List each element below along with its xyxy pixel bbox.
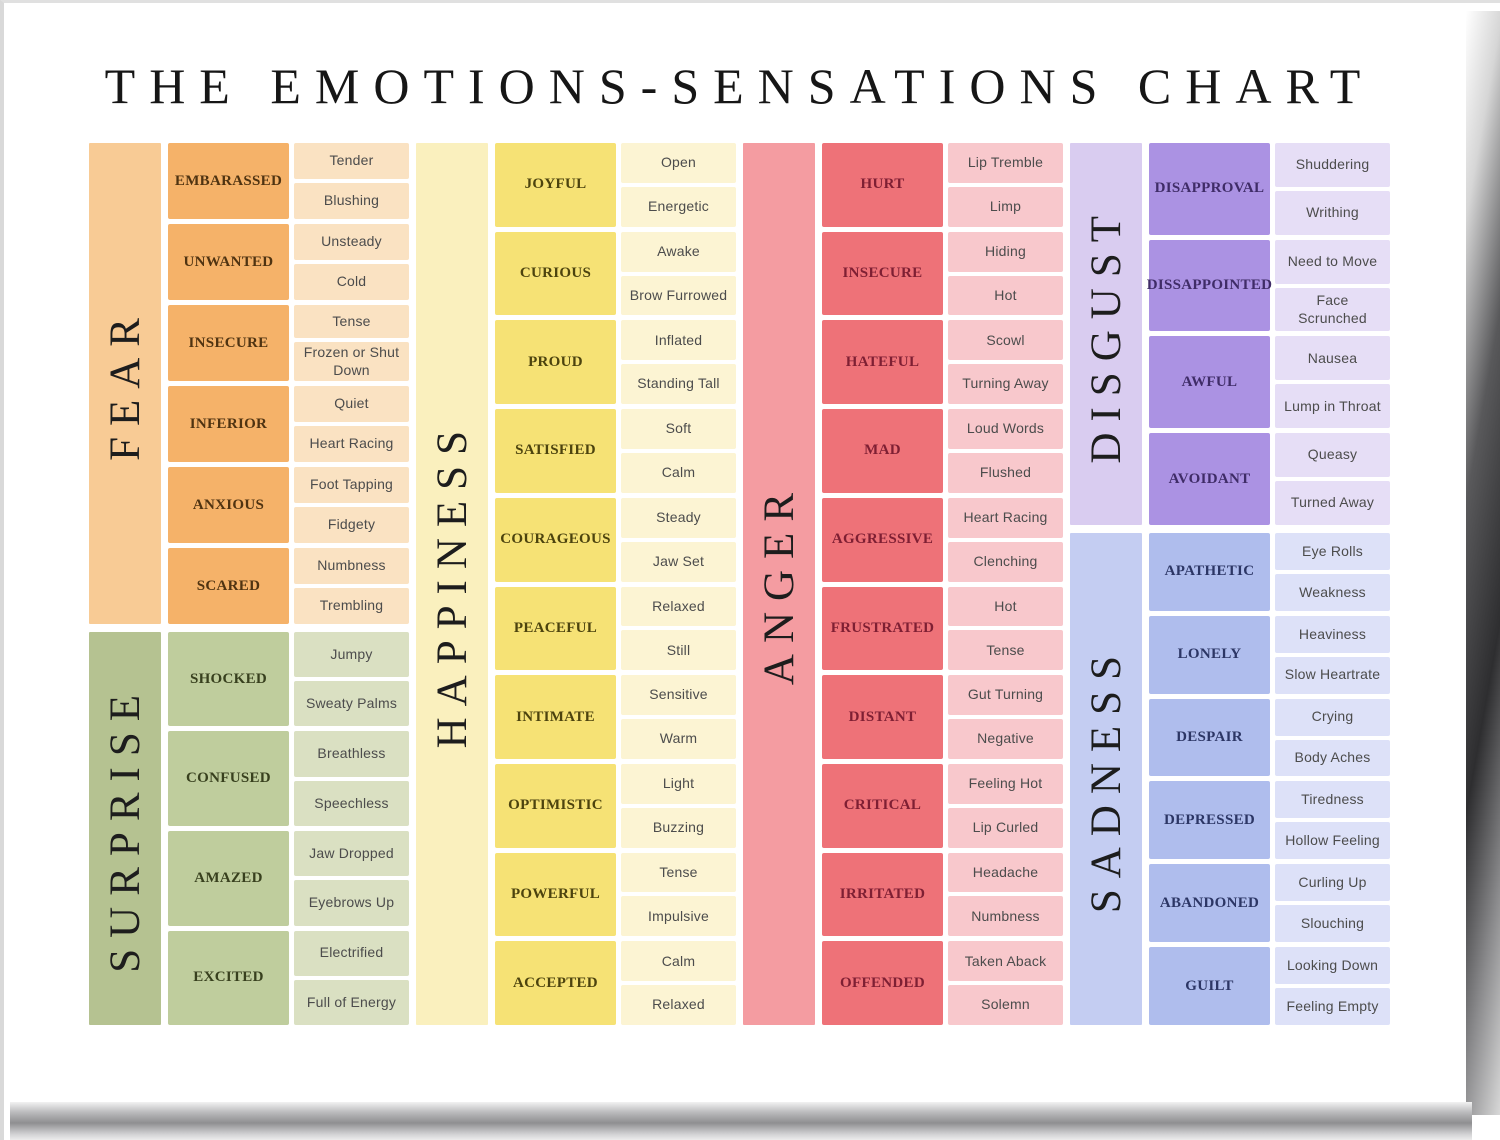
sensation-cell: Lump in Throat — [1275, 384, 1390, 428]
sensation-cell: Calm — [621, 453, 736, 493]
emotion-row — [495, 675, 736, 759]
vertical-label-anger: ANGER — [755, 482, 803, 686]
sensation-cell: Eye Rolls — [1275, 533, 1390, 570]
emotion-row — [1149, 864, 1390, 942]
sensation-cell: Cold — [294, 264, 409, 300]
sensation-stack — [1275, 947, 1390, 1025]
sensation-cell: Speechless — [294, 781, 409, 826]
emotion-cell: INFERIOR — [168, 386, 289, 462]
emotion-row — [495, 143, 736, 227]
sensation-stack — [294, 305, 409, 381]
sensation-cell: Shuddering — [1275, 143, 1390, 187]
emotion-cell: HURT — [822, 143, 943, 227]
sensation-stack — [621, 587, 736, 671]
emotion-cell: FRUSTRATED — [822, 587, 943, 671]
sensation-cell: Brow Furrowed — [621, 276, 736, 316]
emotion-row — [168, 305, 409, 381]
sensation-cell: Gut Turning — [948, 675, 1063, 715]
emotion-cell: AWFUL — [1149, 336, 1270, 428]
sensation-stack — [1275, 864, 1390, 942]
section-body-disgust — [1146, 143, 1390, 525]
column-fear-surprise — [89, 143, 409, 1025]
emotion-cell: INSECURE — [822, 232, 943, 316]
sensation-stack — [1275, 616, 1390, 694]
emotion-cell: UNWANTED — [168, 224, 289, 300]
sensation-cell: Writhing — [1275, 191, 1390, 235]
sensation-stack — [1275, 433, 1390, 525]
emotion-cell: GUILT — [1149, 947, 1270, 1025]
sensation-cell: Clenching — [948, 542, 1063, 582]
vertical-label-happiness: HAPPINESS — [428, 419, 476, 749]
emotion-cell: OPTIMISTIC — [495, 764, 616, 848]
sensation-cell: Solemn — [948, 985, 1063, 1025]
emotion-cell: POWERFUL — [495, 853, 616, 937]
emotion-cell: OFFENDED — [822, 941, 943, 1025]
sensation-cell: Slouching — [1275, 905, 1390, 942]
emotion-row — [822, 409, 1063, 493]
emotion-row — [495, 498, 736, 582]
emotion-cell: DISAPPROVAL — [1149, 143, 1270, 235]
sensation-cell: Calm — [621, 941, 736, 981]
emotion-row — [495, 941, 736, 1025]
emotion-cell: APATHETIC — [1149, 533, 1270, 611]
emotion-row — [168, 931, 409, 1026]
column-anger — [743, 143, 1063, 1025]
emotion-cell: HATEFUL — [822, 320, 943, 404]
sensation-cell: Nausea — [1275, 336, 1390, 380]
sensation-cell: Numbness — [294, 548, 409, 584]
sensation-cell: Need to Move — [1275, 240, 1390, 284]
section-body-happiness — [495, 143, 736, 1025]
sensation-stack — [948, 320, 1063, 404]
emotion-row — [1149, 947, 1390, 1025]
poster-title: THE EMOTIONS-SENSATIONS CHART — [104, 58, 1375, 114]
section-body-anger — [822, 143, 1063, 1025]
emotion-row — [495, 409, 736, 493]
sensation-stack — [1275, 240, 1390, 332]
sensation-cell: Relaxed — [621, 587, 736, 627]
sensation-cell: Numbness — [948, 896, 1063, 936]
sensation-cell: Steady — [621, 498, 736, 538]
sensation-cell: Tiredness — [1275, 781, 1390, 818]
section-body-fear — [168, 143, 409, 624]
sensation-cell: Negative — [948, 719, 1063, 759]
sensation-cell: Tense — [294, 305, 409, 338]
emotion-row — [822, 587, 1063, 671]
sensation-cell: Crying — [1275, 699, 1390, 736]
vertical-label-surprise: SURPRISE — [101, 684, 149, 973]
sensation-stack — [621, 853, 736, 937]
sensation-cell: Body Aches — [1275, 740, 1390, 777]
label-bar-anger — [743, 143, 815, 1025]
emotion-cell: SCARED — [168, 548, 289, 624]
sensation-cell: Warm — [621, 719, 736, 759]
sensation-cell: Hot — [948, 276, 1063, 316]
emotion-row — [822, 232, 1063, 316]
sensation-cell: Hot — [948, 587, 1063, 627]
label-bar-sadness — [1070, 533, 1142, 1025]
sensation-cell: Open — [621, 143, 736, 183]
sensation-cell: Unsteady — [294, 224, 409, 260]
sensation-cell: Feeling Empty — [1275, 988, 1390, 1025]
sensation-cell: Sensitive — [621, 675, 736, 715]
emotion-row — [1146, 240, 1390, 332]
sensation-cell: Jaw Dropped — [294, 831, 409, 876]
sensation-cell: Electrified — [294, 931, 409, 976]
emotion-cell: AGGRESSIVE — [822, 498, 943, 582]
emotion-cell: AVOIDANT — [1149, 433, 1270, 525]
emotion-row — [168, 831, 409, 926]
emotion-cell: INSECURE — [168, 305, 289, 381]
sensation-cell: Lip Tremble — [948, 143, 1063, 183]
label-bar-surprise — [89, 632, 161, 1025]
emotion-row — [495, 587, 736, 671]
sensation-cell: Headache — [948, 853, 1063, 893]
emotion-row — [1149, 533, 1390, 611]
sensation-stack — [294, 386, 409, 462]
emotion-cell: ABANDONED — [1149, 864, 1270, 942]
sensation-cell: Trembling — [294, 588, 409, 624]
sensation-stack — [948, 498, 1063, 582]
sensation-cell: Hollow Feeling — [1275, 822, 1390, 859]
section-surprise — [89, 632, 409, 1025]
emotion-row — [1149, 699, 1390, 777]
emotion-row — [1149, 433, 1390, 525]
emotion-row — [1149, 781, 1390, 859]
emotion-row — [1149, 143, 1390, 235]
label-bar-disgust — [1070, 143, 1142, 525]
sensation-cell: Buzzing — [621, 808, 736, 848]
sensation-stack — [621, 941, 736, 1025]
sensation-cell: Weakness — [1275, 574, 1390, 611]
emotion-cell: IRRITATED — [822, 853, 943, 937]
section-sadness — [1070, 533, 1390, 1025]
sensation-stack — [948, 764, 1063, 848]
emotion-cell: AMAZED — [168, 831, 289, 926]
sensation-cell: Tense — [621, 853, 736, 893]
emotion-cell: MAD — [822, 409, 943, 493]
sensation-stack — [621, 764, 736, 848]
emotion-row — [822, 143, 1063, 227]
emotion-cell: CURIOUS — [495, 232, 616, 316]
emotion-row — [168, 467, 409, 543]
emotion-cell: ACCEPTED — [495, 941, 616, 1025]
section-body-surprise — [168, 632, 409, 1025]
emotion-cell: COURAGEOUS — [495, 498, 616, 582]
section-body-sadness — [1149, 533, 1390, 1025]
sensation-cell: Full of Energy — [294, 980, 409, 1025]
sensation-cell: Energetic — [621, 187, 736, 227]
sensation-cell: Blushing — [294, 183, 409, 219]
emotion-cell: DISSAPPOINTED — [1149, 240, 1270, 332]
sensation-stack — [621, 320, 736, 404]
sensation-cell: Soft — [621, 409, 736, 449]
emotion-row — [822, 941, 1063, 1025]
sensation-stack — [294, 931, 409, 1026]
sensation-cell: Foot Tapping — [294, 467, 409, 503]
sensation-stack — [948, 409, 1063, 493]
sensation-stack — [948, 587, 1063, 671]
sensation-cell: Jumpy — [294, 632, 409, 677]
sensation-stack — [948, 853, 1063, 937]
emotion-row — [495, 320, 736, 404]
emotion-cell: INTIMATE — [495, 675, 616, 759]
sensation-cell: Fidgety — [294, 507, 409, 543]
sensation-stack — [294, 143, 409, 219]
sensation-cell: Impulsive — [621, 896, 736, 936]
sensation-cell: Frozen or Shut Down — [294, 342, 409, 381]
emotion-row — [168, 386, 409, 462]
sensation-stack — [948, 143, 1063, 227]
sensation-cell: Taken Aback — [948, 941, 1063, 981]
section-fear — [89, 143, 409, 624]
column-disgust-sadness — [1070, 143, 1390, 1025]
frame-edge-right — [1466, 11, 1500, 1115]
vertical-label-disgust: DISGUST — [1082, 204, 1130, 464]
sensation-stack — [294, 731, 409, 826]
emotion-cell: EMBARASSED — [168, 143, 289, 219]
emotion-cell: DISTANT — [822, 675, 943, 759]
emotion-row — [168, 548, 409, 624]
sensation-cell: Tense — [948, 630, 1063, 670]
sensation-cell: Scowl — [948, 320, 1063, 360]
emotion-row — [168, 731, 409, 826]
emotion-cell: PEACEFUL — [495, 587, 616, 671]
sensation-cell: Tender — [294, 143, 409, 179]
sensation-stack — [948, 232, 1063, 316]
emotion-row — [495, 232, 736, 316]
emotion-cell: SHOCKED — [168, 632, 289, 727]
sensation-cell: Limp — [948, 187, 1063, 227]
sensation-stack — [1275, 143, 1390, 235]
sensation-cell: Loud Words — [948, 409, 1063, 449]
emotion-cell: EXCITED — [168, 931, 289, 1026]
vertical-label-fear: FEAR — [101, 306, 149, 461]
section-happiness — [416, 143, 736, 1025]
sensation-cell: Breathless — [294, 731, 409, 776]
sensation-cell: Awake — [621, 232, 736, 272]
emotion-cell: SATISFIED — [495, 409, 616, 493]
sensation-cell: Turning Away — [948, 364, 1063, 404]
sensation-stack — [621, 143, 736, 227]
emotion-row — [822, 853, 1063, 937]
sensation-stack — [621, 232, 736, 316]
sensation-cell: Heart Racing — [948, 498, 1063, 538]
sensation-stack — [294, 831, 409, 926]
sensation-cell: Hiding — [948, 232, 1063, 272]
sensation-cell: Looking Down — [1275, 947, 1390, 984]
sensation-cell: Standing Tall — [621, 364, 736, 404]
sensation-stack — [294, 224, 409, 300]
sensation-cell: Curling Up — [1275, 864, 1390, 901]
sensation-cell: Flushed — [948, 453, 1063, 493]
sensation-stack — [294, 632, 409, 727]
sensation-cell: Queasy — [1275, 433, 1390, 477]
sensation-stack — [1275, 533, 1390, 611]
sensation-stack — [294, 467, 409, 543]
sensation-cell: Relaxed — [621, 985, 736, 1025]
sensation-cell: Face Scrunched — [1275, 288, 1390, 332]
sensation-cell: Heaviness — [1275, 616, 1390, 653]
sensation-cell: Slow Heartrate — [1275, 657, 1390, 694]
emotion-row — [168, 224, 409, 300]
emotion-row — [822, 320, 1063, 404]
emotion-cell: CONFUSED — [168, 731, 289, 826]
sensation-stack — [294, 548, 409, 624]
emotion-row — [495, 764, 736, 848]
emotion-row — [495, 853, 736, 937]
sensation-cell: Feeling Hot — [948, 764, 1063, 804]
emotion-cell: PROUD — [495, 320, 616, 404]
emotion-row — [822, 764, 1063, 848]
sensation-cell: Jaw Set — [621, 542, 736, 582]
sensation-cell: Inflated — [621, 320, 736, 360]
emotion-row — [1149, 616, 1390, 694]
sensation-cell: Turned Away — [1275, 481, 1390, 525]
sensation-stack — [1275, 336, 1390, 428]
emotion-row — [168, 143, 409, 219]
label-bar-fear — [89, 143, 161, 624]
sensation-cell: Light — [621, 764, 736, 804]
section-disgust — [1070, 143, 1390, 525]
vertical-label-sadness: SADNESS — [1082, 644, 1130, 914]
emotion-cell: CRITICAL — [822, 764, 943, 848]
sensation-stack — [1275, 699, 1390, 777]
column-happiness — [416, 143, 736, 1025]
label-bar-happiness — [416, 143, 488, 1025]
frame-edge-bottom — [10, 1102, 1472, 1140]
sensation-stack — [948, 675, 1063, 759]
section-anger — [743, 143, 1063, 1025]
sensation-stack — [621, 498, 736, 582]
sensation-stack — [621, 675, 736, 759]
sensation-stack — [948, 941, 1063, 1025]
sensation-cell: Sweaty Palms — [294, 681, 409, 726]
emotion-cell: ANXIOUS — [168, 467, 289, 543]
emotion-row — [822, 498, 1063, 582]
sensation-cell: Eyebrows Up — [294, 880, 409, 925]
emotion-cell: LONELY — [1149, 616, 1270, 694]
sensation-stack — [621, 409, 736, 493]
sensation-cell: Lip Curled — [948, 808, 1063, 848]
sensation-stack — [1275, 781, 1390, 859]
emotion-row — [168, 632, 409, 727]
emotion-cell: DESPAIR — [1149, 699, 1270, 777]
emotion-row — [1149, 336, 1390, 428]
emotion-cell: DEPRESSED — [1149, 781, 1270, 859]
sensation-cell: Quiet — [294, 386, 409, 422]
emotion-cell: JOYFUL — [495, 143, 616, 227]
emotion-row — [822, 675, 1063, 759]
sensation-cell: Heart Racing — [294, 426, 409, 462]
sensation-cell: Still — [621, 630, 736, 670]
